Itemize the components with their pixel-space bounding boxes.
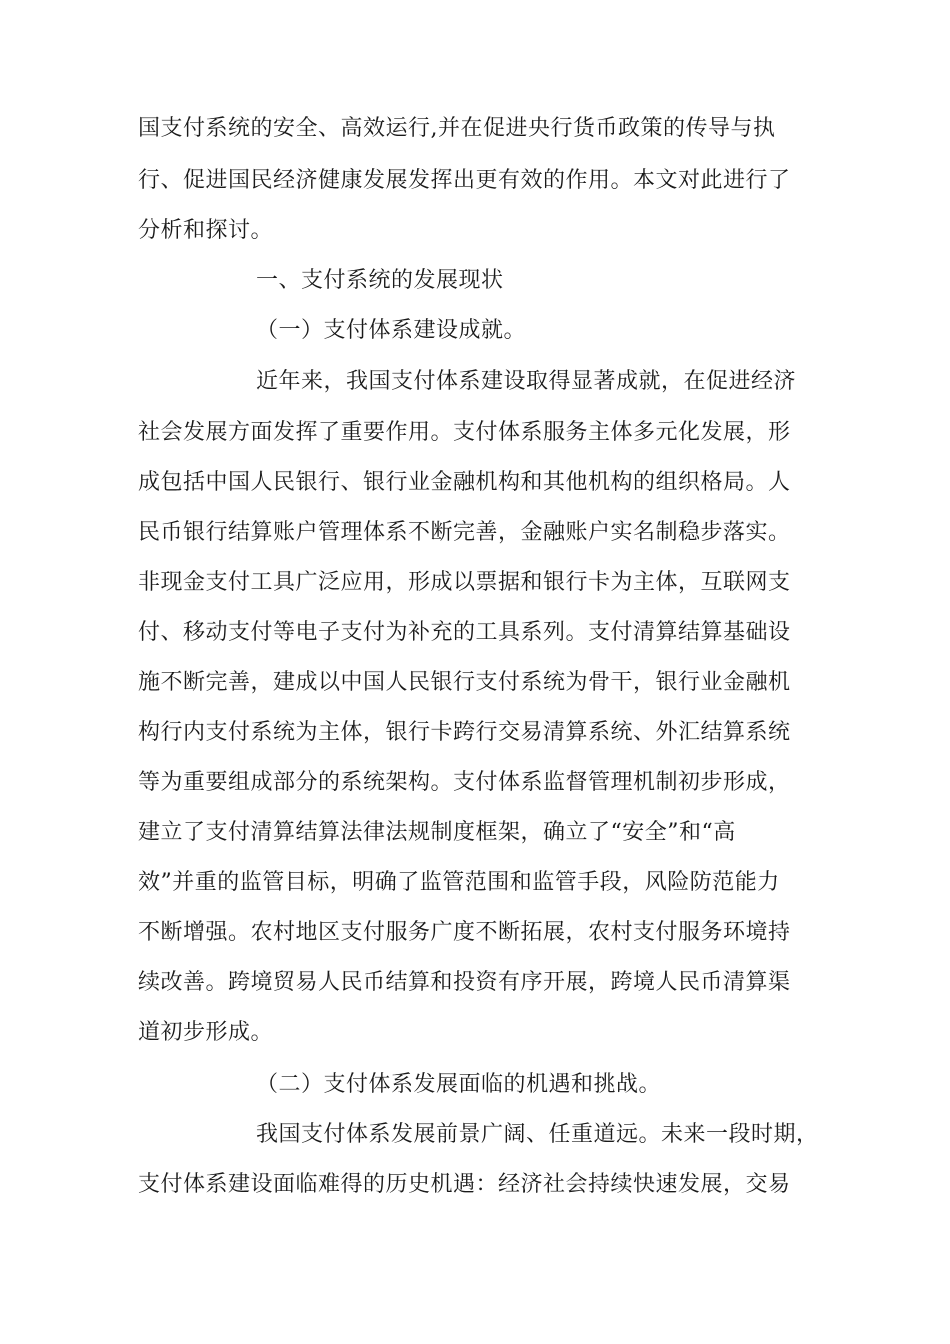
text-line: 不断增强。农村地区支付服务广度不断拓展，农村支付服务环境持 — [138, 920, 791, 945]
text-line: 构行内支付系统为主体，银行卡跨行交易清算系统、外汇结算系统 — [138, 720, 791, 745]
text-line: 分析和探讨。 — [138, 218, 274, 243]
text-line: 等为重要组成部分的系统架构。支付体系监督管理机制初步形成， — [138, 770, 791, 795]
subsection-heading: （二）支付体系发展面临的机遇和挑战。 — [256, 1072, 662, 1097]
text-line: 非现金支付工具广泛应用，形成以票据和银行卡为主体，互联网支 — [138, 570, 791, 595]
text-line: 成包括中国人民银行、银行业金融机构和其他机构的组织格局。人 — [138, 470, 791, 495]
text-line: 建立了支付清算结算法律法规制度框架，确立了“安全”和“高 — [138, 820, 736, 845]
text-line: 续改善。跨境贸易人民币结算和投资有序开展，跨境人民币清算渠 — [138, 970, 791, 995]
text-line: 民币银行结算账户管理体系不断完善，金融账户实名制稳步落实。 — [138, 520, 791, 545]
subsection-heading: （一）支付体系建设成就。 — [256, 318, 527, 343]
text-line: 支付体系建设面临难得的历史机遇：经济社会持续快速发展，交易 — [138, 1172, 791, 1197]
text-line: 近年来，我国支付体系建设取得显著成就，在促进经济 — [256, 369, 797, 394]
text-line: 施不断完善，建成以中国人民银行支付系统为骨干，银行业金融机 — [138, 670, 791, 695]
text-line: 行、促进国民经济健康发展发挥出更有效的作用。本文对此进行了 — [138, 168, 791, 193]
section-heading: 一、支付系统的发展现状 — [256, 268, 504, 293]
text-line: 效”并重的监管目标，明确了监管范围和监管手段，风险防范能力 — [138, 870, 780, 895]
text-line: 付、移动支付等电子支付为补充的工具系列。支付清算结算基础设 — [138, 620, 791, 645]
text-line: 国支付系统的安全、高效运行,并在促进央行货币政策的传导与执 — [138, 116, 776, 141]
text-line: 社会发展方面发挥了重要作用。支付体系服务主体多元化发展，形 — [138, 420, 791, 445]
text-line: 道初步形成。 — [138, 1020, 274, 1045]
text-line: 我国支付体系发展前景广阔、任重道远。未来一段时期， — [256, 1122, 819, 1147]
